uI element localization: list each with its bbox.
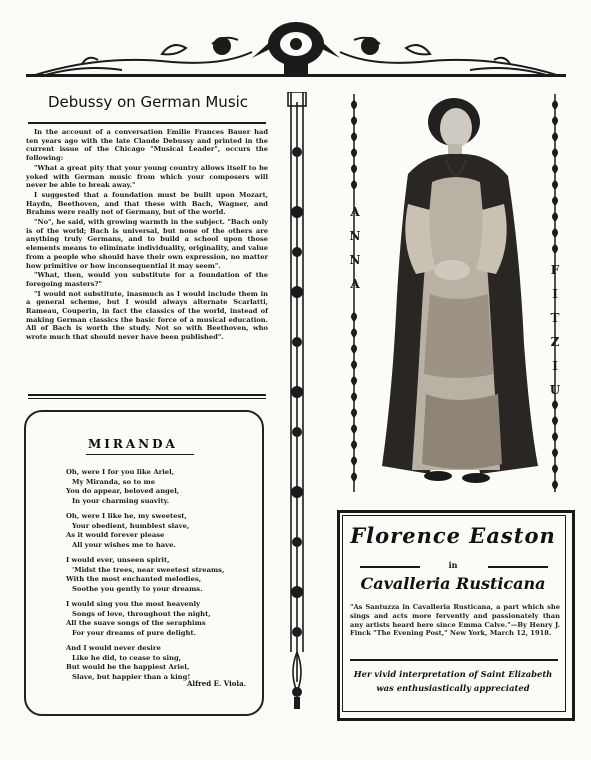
letter: I bbox=[552, 287, 558, 301]
column-divider-ornament bbox=[286, 92, 308, 712]
poem-line: Like he did, to cease to sing, bbox=[72, 653, 182, 662]
poem-line: And I would never desire bbox=[66, 644, 161, 652]
ad-tagline-1: Her vivid interpretation of Saint Elizabeth bbox=[353, 669, 553, 679]
poem-stanza bbox=[66, 512, 246, 550]
article-paragraph: I suggested that a foundation must be built upon Mozart, Haydn, Beethoven, and that these with Bach, Wagner, and Brahms were really not of Germany, but of the world. bbox=[26, 190, 268, 217]
article-title: Debussy on German Music bbox=[48, 93, 249, 111]
ad-tagline-2: was enthusiastically appreciated bbox=[376, 683, 530, 693]
poem-stanza bbox=[66, 556, 246, 594]
article-paragraph: "I would not substitute, inasmuch as I would include them in a general scheme, but I would always alternate Scarlatti, Rameau, Couperin, in fact the classics of the world, instead of making German classics the basic force of a musical education. All of Bach is worth the study. Not so with Beethoven, who wrote much that should never have been published". bbox=[26, 289, 268, 342]
article-bottom-rule bbox=[28, 394, 266, 396]
letter: T bbox=[550, 311, 560, 325]
article-paragraph: "No", he said, with growing warmth in the subject. "Bach only is of the world; Bach is universal, but none of the others are anything truly Germans, and to build a school upon those elements means to eliminate individuality, originality, and value from a people who should have their own expression, no matter how primitive or how inconsequential it may seem". bbox=[26, 218, 268, 270]
poem-stanza bbox=[66, 644, 246, 682]
ad-singer-name: Florence Easton bbox=[350, 523, 556, 548]
article-paragraph: "What a great pity that your young country allows itself to be yoked with German music from which your composers will never be able to break away." bbox=[26, 163, 268, 190]
poem-line: All your wishes me to have. bbox=[72, 540, 176, 549]
poem-line: But would be the happiest Ariel, bbox=[66, 663, 190, 671]
poem-line: Slave, but happier than a king! bbox=[72, 672, 191, 681]
poem-title-rule bbox=[86, 454, 194, 455]
poem-line: With the most enchanted melodies, bbox=[66, 575, 202, 583]
portrait-name-first bbox=[346, 200, 364, 296]
article-title-rule bbox=[28, 122, 266, 124]
poem-line: Oh, were I like he, my sweetest, bbox=[66, 512, 187, 520]
letter: F bbox=[550, 263, 560, 277]
poem-line: Your obedient, humblest slave, bbox=[72, 521, 190, 530]
letter: N bbox=[349, 229, 361, 243]
ad-quote-rule bbox=[350, 659, 558, 661]
poem-line: Soothe you gently to your dreams. bbox=[72, 584, 203, 593]
poem-stanza bbox=[66, 468, 246, 506]
poem-line: All the suave songs of the seraphims bbox=[66, 619, 206, 627]
poem-stanza bbox=[66, 600, 246, 638]
ad-opera-title: Cavalleria Rusticana bbox=[360, 574, 546, 593]
ad-rule-right bbox=[488, 566, 548, 568]
letter: A bbox=[350, 205, 360, 219]
poem-line: Songs of love, throughout the night, bbox=[72, 609, 211, 618]
poem-line: My Miranda, so to me bbox=[72, 477, 156, 486]
ad-in-label: in bbox=[448, 560, 458, 570]
article-paragraph: In the account of a conversation Emilie Frances Bauer had ten years ago with the late Claude Debussy and printed in the current issue of the Chicago "Musical Leader", occurs the following: bbox=[26, 128, 268, 163]
portrait-name-last bbox=[546, 258, 564, 402]
header-ornament bbox=[22, 14, 570, 84]
poem-line: 'Midst the trees, near sweetest streams, bbox=[72, 565, 225, 574]
poem-line: Oh, were I for you like Ariel, bbox=[66, 468, 175, 476]
letter: I bbox=[552, 359, 558, 373]
poem-body bbox=[66, 468, 246, 688]
letter: Z bbox=[550, 335, 560, 349]
poem-line: I would sing you the most heavenly bbox=[66, 600, 201, 608]
letter: N bbox=[349, 253, 361, 267]
article-bottom-rule-2 bbox=[28, 398, 266, 399]
poem-line: For your dreams of pure delight. bbox=[72, 628, 196, 637]
letter: U bbox=[549, 383, 561, 397]
poem-author: Alfred E. Viola. bbox=[187, 679, 247, 688]
poem-line: In your charming suavity. bbox=[72, 496, 170, 505]
poem-line: I would ever, unseen spirit, bbox=[66, 556, 170, 564]
portrait-photo bbox=[368, 94, 544, 490]
letter: A bbox=[350, 277, 360, 291]
poem-line: As it would forever please bbox=[66, 531, 165, 539]
ad-review-quote: "As Santuzza in Cavalleria Rusticana, a part which she sings and acts more fervently and passionately than any artists heard here since Emma Calve."—By Henry J. Finck "The Evening Post," New York, March 12, 1918. bbox=[350, 603, 560, 638]
article-body bbox=[26, 128, 268, 343]
article-paragraph: "What, then, would you substitute for a foundation of the foregoing masters?" bbox=[26, 271, 268, 288]
poem-line: You do appear, beloved angel, bbox=[66, 487, 180, 495]
poem-title: MIRANDA bbox=[88, 437, 178, 451]
